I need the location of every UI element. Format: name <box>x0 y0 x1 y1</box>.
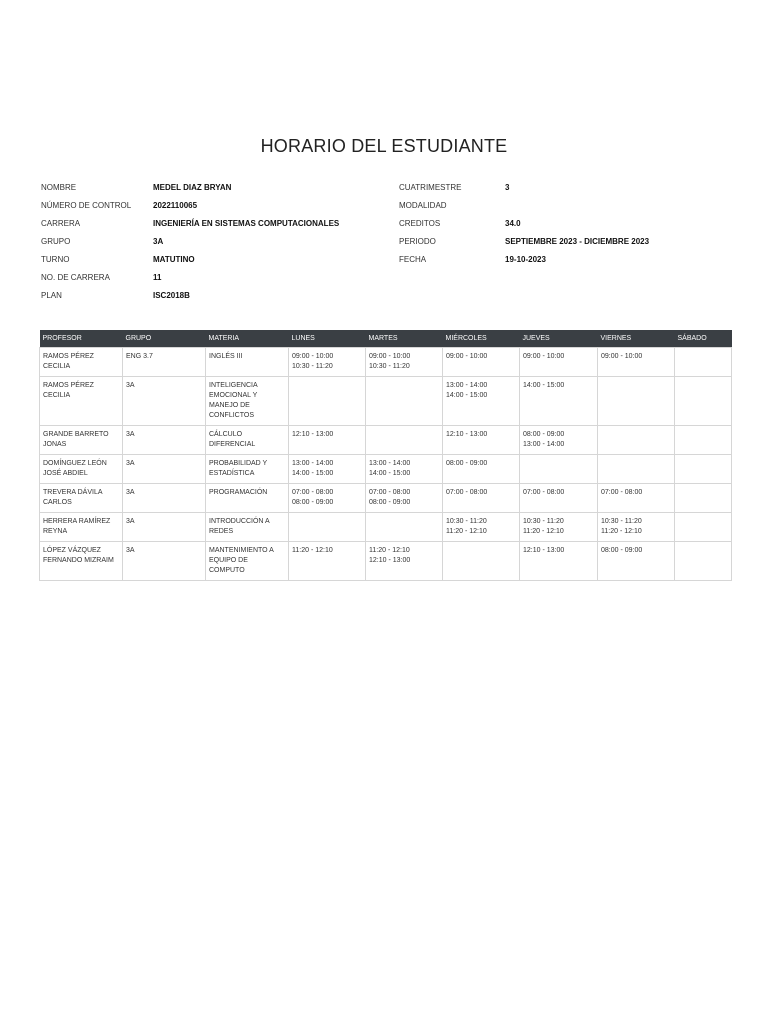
cell-martes <box>366 455 443 484</box>
table-row <box>40 484 732 513</box>
cell-lunes <box>289 377 366 426</box>
cell-viernes <box>598 455 675 484</box>
info-value: 3A <box>153 236 164 246</box>
cell-profesor: DOMÍNGUEZ LEÓN JOSÉ ABDIEL <box>40 455 123 484</box>
cell-miercoles <box>443 455 520 484</box>
cell-martes <box>366 513 443 542</box>
info-value: MATUTINO <box>153 254 195 264</box>
info-value: 3 <box>505 182 510 192</box>
time-slot: 07:00 - 08:00 <box>292 489 334 496</box>
cell-lunes <box>289 455 366 484</box>
cell-jueves <box>520 377 598 426</box>
info-row <box>41 250 339 268</box>
time-slot: 07:00 - 08:00 <box>446 489 488 496</box>
cell-viernes <box>598 348 675 377</box>
cell-sabado <box>675 484 732 513</box>
info-label: NO. DE CARRERA <box>41 272 110 282</box>
cell-jueves <box>520 542 598 581</box>
cell-viernes <box>598 542 675 581</box>
table-row <box>40 542 732 581</box>
info-row <box>41 178 339 196</box>
info-value: 2022110065 <box>153 200 198 210</box>
time-slot: 13:00 - 14:00 <box>369 460 411 467</box>
cell-profesor: TREVERA DÁVILA CARLOS <box>40 484 123 513</box>
info-row <box>399 250 649 268</box>
cell-lunes <box>289 542 366 581</box>
page-title: HORARIO DEL ESTUDIANTE <box>260 136 508 156</box>
time-slot: 12:10 - 13:00 <box>446 431 488 438</box>
time-slot: 14:00 - 15:00 <box>369 470 411 477</box>
cell-grupo: 3A <box>123 377 206 426</box>
info-label: FECHA <box>399 254 427 264</box>
info-label: CREDITOS <box>399 218 441 228</box>
cell-jueves <box>520 513 598 542</box>
time-slot: 08:00 - 09:00 <box>369 499 411 506</box>
schedule-table <box>39 330 732 581</box>
cell-sabado <box>675 513 732 542</box>
info-value: INGENIERÍA EN SISTEMAS COMPUTACIONALES <box>153 218 340 228</box>
cell-materia: PROBABILIDAD Y ESTADÍSTICA <box>206 455 289 484</box>
cell-grupo: ENG 3.7 <box>123 348 206 377</box>
time-slot: 10:30 - 11:20 <box>369 363 410 370</box>
table-row <box>40 455 732 484</box>
info-row <box>41 268 339 286</box>
time-slot: 10:30 - 11:20 <box>292 363 333 370</box>
cell-lunes <box>289 513 366 542</box>
cell-materia: INTRODUCCIÓN A REDES <box>206 513 289 542</box>
time-slot: 13:00 - 14:00 <box>446 382 488 389</box>
time-slot: 07:00 - 08:00 <box>369 489 411 496</box>
cell-martes <box>366 542 443 581</box>
info-value: ISC2018B <box>153 290 190 300</box>
column-header: LUNES <box>289 330 366 348</box>
cell-sabado <box>675 455 732 484</box>
cell-grupo: 3A <box>123 484 206 513</box>
time-slot: 09:00 - 10:00 <box>446 353 488 360</box>
time-slot: 12:10 - 13:00 <box>523 547 565 554</box>
column-header: MIÉRCOLES <box>443 330 520 348</box>
cell-miercoles <box>443 348 520 377</box>
cell-viernes <box>598 377 675 426</box>
cell-profesor: RAMOS PÉREZ CECILIA <box>40 377 123 426</box>
time-slot: 11:20 - 12:10 <box>292 547 333 554</box>
time-slot: 10:30 - 11:20 <box>523 518 564 525</box>
time-slot: 09:00 - 10:00 <box>523 353 565 360</box>
cell-materia: MANTENIMIENTO A EQUIPO DE COMPUTO <box>206 542 289 581</box>
cell-jueves <box>520 348 598 377</box>
time-slot: 14:00 - 15:00 <box>292 470 334 477</box>
time-slot: 12:10 - 13:00 <box>369 557 411 564</box>
cell-martes <box>366 426 443 455</box>
table-row <box>40 377 732 426</box>
time-slot: 11:20 - 12:10 <box>601 528 642 535</box>
cell-martes <box>366 484 443 513</box>
time-slot: 08:00 - 09:00 <box>446 460 488 467</box>
time-slot: 07:00 - 08:00 <box>601 489 643 496</box>
time-slot: 09:00 - 10:00 <box>601 353 643 360</box>
info-label: NOMBRE <box>41 182 77 192</box>
cell-profesor: RAMOS PÉREZ CECILIA <box>40 348 123 377</box>
cell-grupo: 3A <box>123 455 206 484</box>
info-label: MODALIDAD <box>399 200 447 210</box>
cell-lunes <box>289 348 366 377</box>
cell-miercoles <box>443 484 520 513</box>
cell-miercoles <box>443 377 520 426</box>
time-slot: 08:00 - 09:00 <box>292 499 334 506</box>
column-header: GRUPO <box>123 330 206 348</box>
cell-jueves <box>520 426 598 455</box>
column-header: PROFESOR <box>40 330 123 348</box>
info-value: SEPTIEMBRE 2023 - DICIEMBRE 2023 <box>505 236 650 246</box>
cell-miercoles <box>443 513 520 542</box>
info-row <box>41 232 339 250</box>
cell-martes <box>366 377 443 426</box>
info-row <box>399 214 649 232</box>
info-label: PERIODO <box>399 236 436 246</box>
cell-profesor: HERRERA RAMÍREZ REYNA <box>40 513 123 542</box>
cell-viernes <box>598 426 675 455</box>
time-slot: 09:00 - 10:00 <box>292 353 334 360</box>
column-header: MARTES <box>366 330 443 348</box>
info-value: 34.0 <box>505 218 521 228</box>
student-info-left <box>41 178 339 304</box>
cell-jueves <box>520 484 598 513</box>
table-header-row <box>40 330 732 348</box>
info-row <box>41 214 339 232</box>
cell-materia: INGLÉS III <box>206 348 289 377</box>
cell-profesor: LÓPEZ VÁZQUEZ FERNANDO MIZRAIM <box>40 542 123 581</box>
table-body <box>40 348 732 581</box>
cell-jueves <box>520 455 598 484</box>
cell-viernes <box>598 513 675 542</box>
time-slot: 08:00 - 09:00 <box>601 547 643 554</box>
info-row <box>41 196 339 214</box>
cell-profesor: GRANDE BARRETO JONAS <box>40 426 123 455</box>
time-slot: 12:10 - 13:00 <box>292 431 334 438</box>
time-slot: 07:00 - 08:00 <box>523 489 565 496</box>
column-header: MATERIA <box>206 330 289 348</box>
info-value: MEDEL DIAZ BRYAN <box>153 182 232 192</box>
cell-sabado <box>675 377 732 426</box>
cell-materia: INTELIGENCIA EMOCIONAL Y MANEJO DE CONFLICTOS <box>206 377 289 426</box>
time-slot: 08:00 - 09:00 <box>523 431 565 438</box>
student-info-right <box>399 178 649 268</box>
info-label: NÚMERO DE CONTROL <box>41 200 132 210</box>
info-label: GRUPO <box>41 236 71 246</box>
table-row <box>40 426 732 455</box>
column-header: JUEVES <box>520 330 598 348</box>
time-slot: 11:20 - 12:10 <box>446 528 487 535</box>
cell-sabado <box>675 426 732 455</box>
info-label: PLAN <box>41 290 62 300</box>
time-slot: 10:30 - 11:20 <box>446 518 487 525</box>
info-row <box>41 286 339 304</box>
cell-lunes <box>289 484 366 513</box>
info-row <box>399 196 649 214</box>
time-slot: 13:00 - 14:00 <box>523 441 565 448</box>
cell-martes <box>366 348 443 377</box>
cell-sabado <box>675 348 732 377</box>
info-label: TURNO <box>41 254 70 264</box>
cell-sabado <box>675 542 732 581</box>
info-value: 19-10-2023 <box>505 254 546 264</box>
column-header: SÁBADO <box>675 330 732 348</box>
time-slot: 11:20 - 12:10 <box>523 528 564 535</box>
cell-viernes <box>598 484 675 513</box>
info-row <box>399 232 649 250</box>
time-slot: 11:20 - 12:10 <box>369 547 410 554</box>
column-header: VIERNES <box>598 330 675 348</box>
time-slot: 14:00 - 15:00 <box>523 382 565 389</box>
time-slot: 14:00 - 15:00 <box>446 392 488 399</box>
info-row <box>399 178 649 196</box>
info-value: 11 <box>153 272 162 282</box>
time-slot: 10:30 - 11:20 <box>601 518 642 525</box>
info-label: CARRERA <box>41 218 81 228</box>
time-slot: 09:00 - 10:00 <box>369 353 411 360</box>
time-slot: 13:00 - 14:00 <box>292 460 334 467</box>
cell-grupo: 3A <box>123 513 206 542</box>
cell-materia: PROGRAMACIÓN <box>206 484 289 513</box>
cell-miercoles <box>443 426 520 455</box>
table-row <box>40 513 732 542</box>
cell-grupo: 3A <box>123 542 206 581</box>
table-row <box>40 348 732 377</box>
cell-materia: CÁLCULO DIFERENCIAL <box>206 426 289 455</box>
cell-miercoles <box>443 542 520 581</box>
info-label: CUATRIMESTRE <box>399 182 462 192</box>
cell-lunes <box>289 426 366 455</box>
cell-grupo: 3A <box>123 426 206 455</box>
